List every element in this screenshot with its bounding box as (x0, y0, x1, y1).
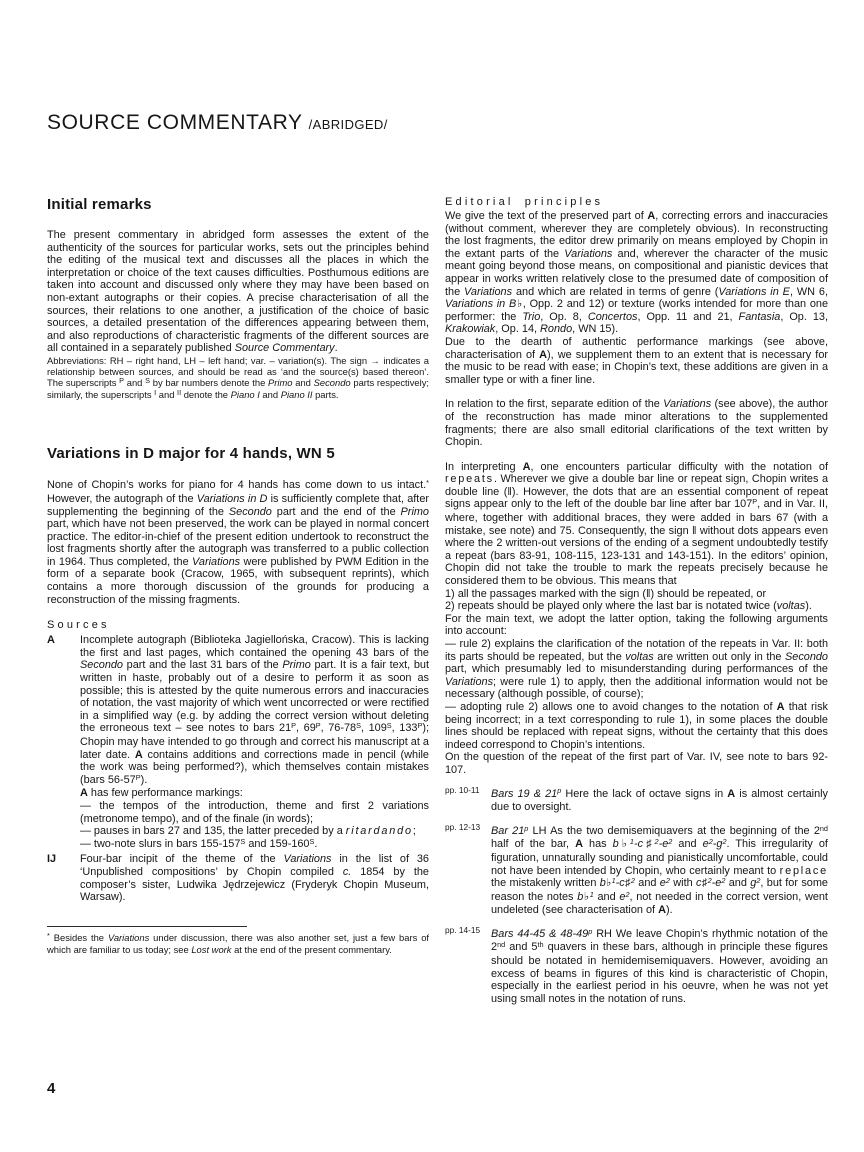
right-column (445, 196, 828, 1005)
footnote (47, 926, 429, 955)
source-a-marking-tempos: — the tempos of the introduction, theme and first 2 variations (metronome tempo), and of the finale (in words); (80, 799, 429, 825)
page-title (47, 111, 388, 135)
variations-heading: Variations in D major for 4 hands, WN 5 (47, 445, 335, 463)
main-text-option-paragraph: For the main text, we adopt the latter option, taking the following arguments into account: (445, 612, 828, 638)
source-ij-description: Four-bar incipit of the theme of the Variations in the list of 36 ‘Unpublished compositions’ by Chopin compiled c. 1854 by the composer’s sister, Ludwika Jędrzejewicz (Fryderyk Chopin Museum, Warsaw). (80, 853, 429, 904)
abbreviations-paragraph: Abbreviations: RH – right hand, LH – left hand; var. – variation(s). The sign → indicates a relationship between sources, and should be read as ‘and the source(s) based thereon’. The superscripts $^P$ and $^S$ by bar numbers denote the Primo and Secondo parts respectively; similarly, the superscripts $^I$ and $^{II}$ denote the Piano I and Piano II parts. (47, 354, 430, 401)
initial-remarks-heading: Initial remarks (47, 196, 152, 213)
editorial-paragraph-3: In relation to the first, separate edition of the Variations (see above), the author of the reconstruction has made minor alterations to the supplemented fragments; there are also small editorial clarifications of the text written by Chopin. (445, 398, 828, 449)
source-a-marking-slurs: — two-note slurs in bars $155-157^S$ and $159-160^S$. (80, 836, 318, 850)
page-title-main: SOURCE COMMENTARY (47, 111, 303, 134)
left-column (47, 196, 429, 955)
repeats-rule-2: 2) repeats should be played only where the last bar is notated twice (voltas). (445, 600, 812, 613)
note-text: Bars 44-45 & 48-49$^p$ RH We leave Chopin’s rhythmic notation of the 2nd and 5th quavers in these bars, although in principle these figures should be notated in hemidemisemiquavers. However, avoiding an excess of beams in figures of this kind is characteristic of Chopin, especially in the earliest period in his oeuvre, when he was not yet using small notes in the notation of runs. (491, 926, 828, 1005)
source-label-ij: IJ (47, 853, 57, 866)
argument-adopting-rule-2: — adopting rule 2) allows one to avoid changes to the notation of A that risk being incorrect; in a text corresponding to rule 1), in some places the double lines should be replaced with repeat signs, without the certainty that this does indeed correspond to Chopin’s intentions. (445, 700, 828, 751)
note-page-label: pp. 10-11 (445, 784, 480, 795)
var-iv-repeat-paragraph: On the question of the repeat of the first part of Var. IV, see note to bars 92-107. (445, 751, 828, 776)
page-number: 4 (47, 1080, 56, 1097)
bar-note-pp14-15 (445, 924, 828, 1006)
note-page-label: pp. 14-15 (445, 924, 481, 935)
note-page-label: pp. 12-13 (445, 821, 481, 832)
footnote-rule (47, 926, 247, 927)
page-title-suffix: /ABRIDGED/ (308, 117, 388, 132)
repeats-paragraph: In interpreting A, one encounters particular difficulty with the notation of repeats. Wherever we give a double bar line or repeat sign, Chopin writes a double line (‖). However, the dots that are an essential component of repeat signs appear only to the left of the double bar line after bar $107^P$, and in Var. II, where, together with additional braces, they were added in bars 67 (with a mistake, see note) and 75. Consequently, the sign ‖ without dots appears even where the 2 written-out versions of the ending of a segment undoubtedly testify a repeat (bars 83-91, 108-115, 123-131 and 143-151). In the editors’ opinion, Chopin did not take the trouble to mark the repeats precisely because he considered them to be obvious. This means that (445, 460, 828, 588)
argument-rule-2-explains: — rule 2) explains the clarification of the notation of the repeats in Var. II: both its parts should be repeated, but the voltas are written out only in the Secondo part, which presumably led to misunderstanding during performances of the Variations; were rule 1) to apply, then the additional information would not be necessary (although possible, of course); (445, 638, 828, 701)
editorial-paragraph-1: We give the text of the preserved part of A, correcting errors and inaccuracies (without comment, wherever they are completely obvious). In reconstructing the lost fragments, the editor drew primarily on means employed by Chopin in the extant parts of the Variations and, wherever the character of the music meant going beyond those means, on compositional and pianistic devices that appear in works written relatively close to the presumed date of composition of the Variations and which are related in terms of genre (Variations in E, WN 6, Variations in B♭, Opp. 2 and 12) or texture (works intended for more than one performer: the Trio, Op. 8, Concertos, Opp. 11 and 21, Fantasia, Op. 13, Krakowiak, Op. 14, Rondo, WN 15). (445, 210, 828, 336)
repeats-rule-1: 1) all the passages marked with the sign (‖) should be repeated, or (445, 587, 767, 600)
variations-intro-paragraph: None of Chopin’s works for piano for 4 hands has come down to us intact.* However, the autograph of the Variations in D is sufficiently complete that, after supplementing the beginning of the Secondo part and the end of the Primo part, which have not been preserved, the work can be played in normal concert practice. The editor-in-chief of the present edition undertook to reconstruct the lost fragments shortly after the autograph was transferred to a public collection in 1964. Thus completed, the Variations were published by PWM Edition in the form of a separate book (Cracow, 1965, with subsequent reprints), which contains a more thorough discussion of the grounds for producing a reconstruction of the missing fragments. (47, 478, 430, 606)
source-a-markings-intro: A has few performance markings: (80, 787, 243, 800)
sources-heading: Sources (47, 619, 110, 632)
editorial-principles-heading: Editorial principles (445, 196, 604, 208)
footnote-text: * Besides the Variations under discussion, there was also another set, just a few bars of which are familiar to us today; see Lost work at the end of the present commentary. (47, 930, 430, 955)
source-label-a: A (47, 634, 55, 647)
note-text: Bars 19 & 21$^p$ Here the lack of octave signs in A is almost certainly due to oversight. (491, 786, 828, 814)
bar-note-pp10-11 (445, 784, 828, 814)
source-a-marking-pauses: — pauses in bars 27 and 135, the latter preceded by a ritardando; (80, 825, 416, 838)
editorial-paragraph-2: Due to the dearth of authentic performance markings (see above, characterisation of A), we supplement them to an extent that is necessary for the music to be read with ease; in Chopin’s text, these additions are given in a smaller type or with a finer line. (445, 335, 828, 386)
note-text: Bar 21$^p$ LH As the two demisemiquavers at the beginning of the 2nd half of the bar, A has $b♭^1-c♯^2-e^2$ and $e^2-g^2$. This irregularity of figuration, unnaturally sounding and pianistically uncomfortable, could not have been intended by Chopin, who certainly meant to replace the mistakenly written b♭$^1$-c♯$^2$ and $e^2$ with $c♯^2-e^2$ and $g^2$, but for some reason the notes b♭$^1$ and $e^2$, not needed in the correct version, went undeleted (see characterisation of A). (491, 823, 828, 917)
source-item-ij (47, 853, 429, 903)
bar-note-pp12-13 (445, 821, 828, 917)
source-a-description: Incomplete autograph (Biblioteka Jagiellońska, Cracow). This is lacking the first and last pages, which contained the opening 43 bars of the Secondo part and the last 31 bars of the Primo part. It is a fair text, but written in haste, probably out of a desire to perform it as soon as possible; this is attested by the quite numerous errors and inaccuracies of notation, the vast majority of which went uncorrected or were rectified in a simplified way (e.g. by adding the correct version without deleting the erroneous text – see notes to bars $21^P$, $69^P$, $76-78^S$, $109^S$, $133^P$); Chopin may have intended to go through and correct his manuscript at a later date. A contains additions and corrections made in pencil (while the work was being performed?), which themselves contain mistakes (bars $56-57^P$). (80, 634, 429, 786)
initial-remarks-paragraph: The present commentary in abridged form assesses the extent of the authenticity of the sources for particular works, sets out the principles behind the editing of the musical text and discusses all the places in which the interpretation or choice of the text causes difficulties. Posthumous editions are taken into account and discussed only where they may have been based on non-extant autographs or their copies. A precise characterisation of all the sources, their relations to one another, a justification of the choice of basic sources, a detailed presentation of the differences appearing between them, and also reproductions of characteristic fragments of the different sources are all contained in a separately published Source Commentary. (47, 229, 429, 355)
source-item-a (47, 634, 429, 851)
